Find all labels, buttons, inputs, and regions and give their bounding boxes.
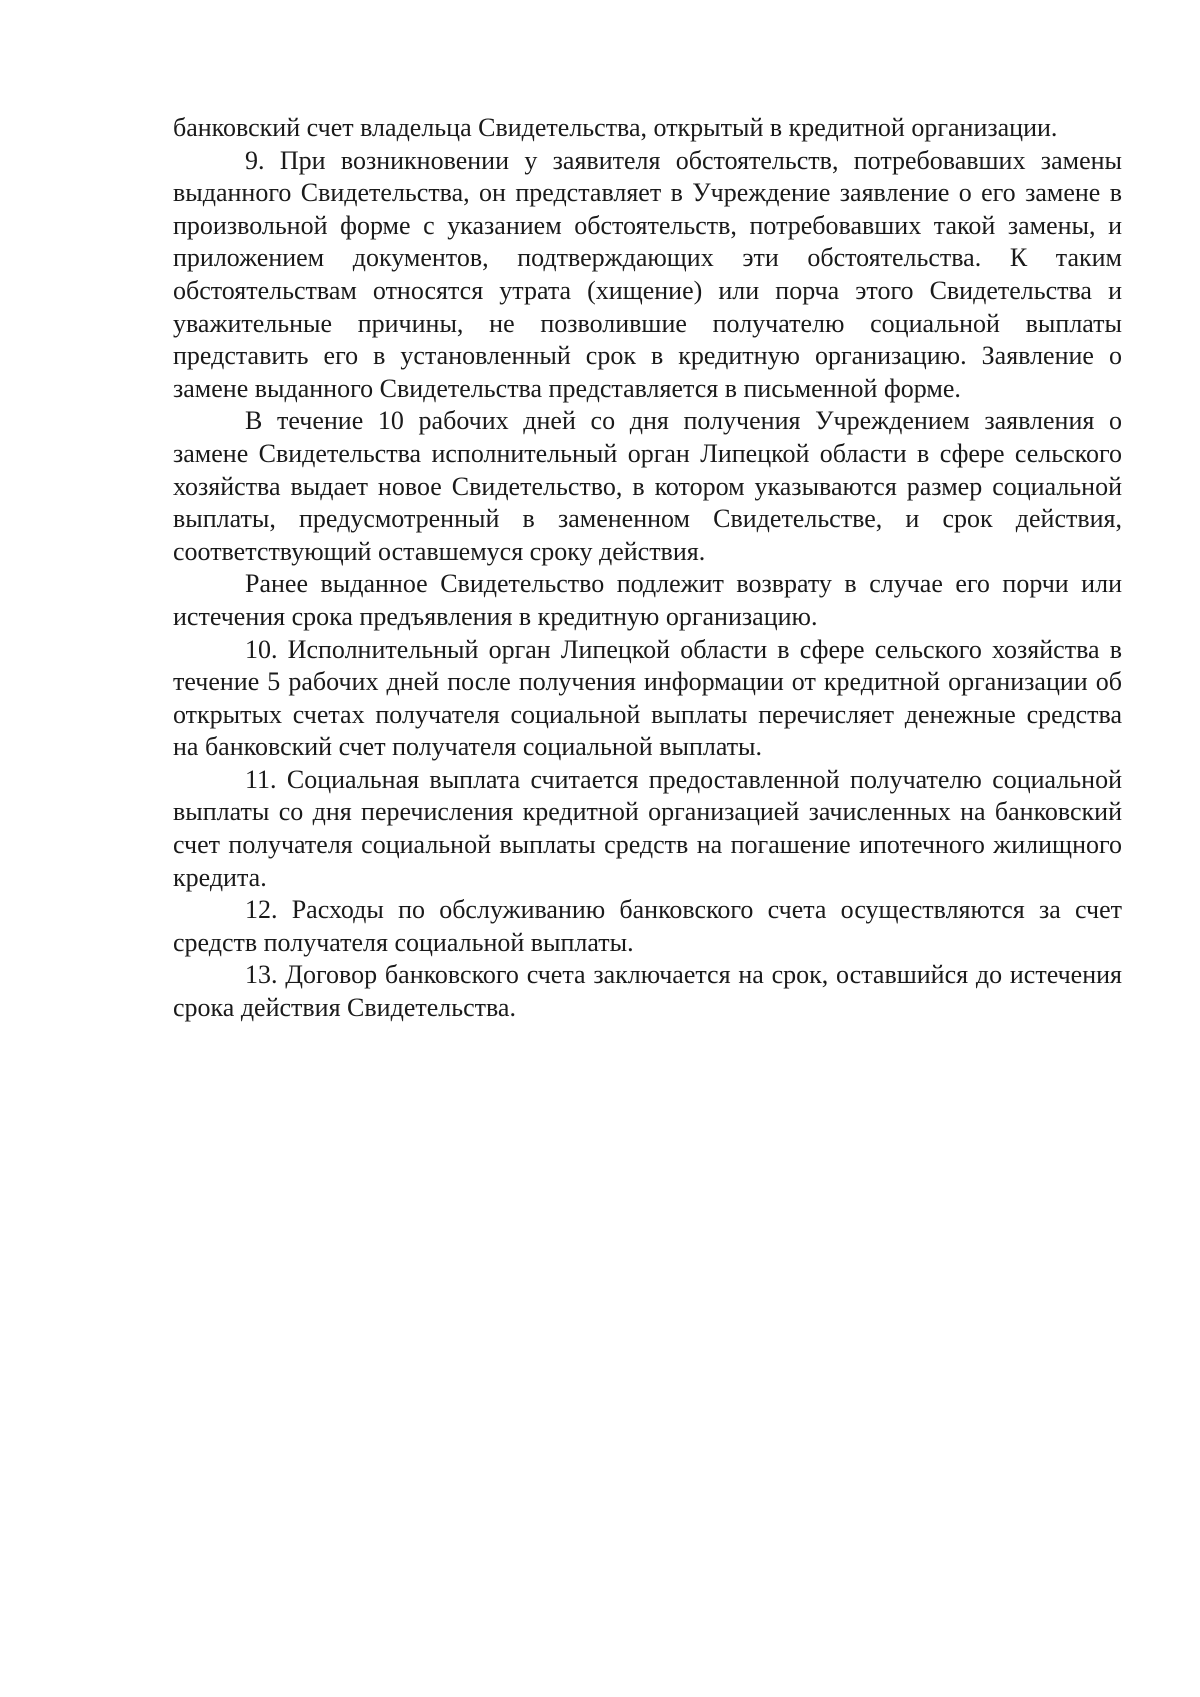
paragraph-continuation: банковский счет владельца Свидетельства, открытый в кредитной организации. xyxy=(173,113,1058,142)
paragraph-item-12: 12. Расходы по обслуживанию банковского счета осуществляются за счет средств получателя социальной выплаты. xyxy=(173,895,1122,957)
paragraph-item-9-replacement-term: В течение 10 рабочих дней со дня получения Учреждением заявления о замене Свидетельства исполнительный орган Липецкой области в сфере сельского хозяйства выдает новое Свидетельство, в котором указываются размер социальной выплаты, предусмотренный в замененном Свидетельстве, и срок действия, соответствующий оставшемуся сроку действия. xyxy=(173,406,1122,566)
document-body xyxy=(173,112,1122,1025)
paragraph-item-10: 10. Исполнительный орган Липецкой области в сфере сельского хозяйства в течение 5 рабочих дней после получения информации от кредитной организации об открытых счетах получателя социальной выплаты перечисляет денежные средства на банковский счет получателя социальной выплаты. xyxy=(173,634,1122,762)
paragraph-item-9: 9. При возникновении у заявителя обстоятельств, потребовавших замены выданного Свидетельства, он представляет в Учреждение заявление о его замене в произвольной форме с указанием обстоятельств, потребовавших такой замены, и приложением документов, подтверждающих эти обстоятельства. К таким обстоятельствам относятся утрата (хищение) или порча этого Свидетельства и уважительные причины, не позволившие получателю социальной выплаты представить его в установленный срок в кредитную организацию. Заявление о замене выданного Свидетельства представляется в письменной форме. xyxy=(173,145,1122,403)
paragraph-item-13: 13. Договор банковского счета заключается на срок, оставшийся до истечения срока действия Свидетельства. xyxy=(173,960,1122,1023)
paragraph-item-11: 11. Социальная выплата считается предоставленной получателю социальной выплаты со дня перечисления кредитной организацией зачисленных на банковский счет получателя социальной выплаты средств на погашение ипотечного жилищного кредита. xyxy=(173,764,1122,892)
paragraph-item-9-return: Ранее выданное Свидетельство подлежит возврату в случае его порчи или истечения срока предъявления в кредитную организацию. xyxy=(173,569,1122,631)
